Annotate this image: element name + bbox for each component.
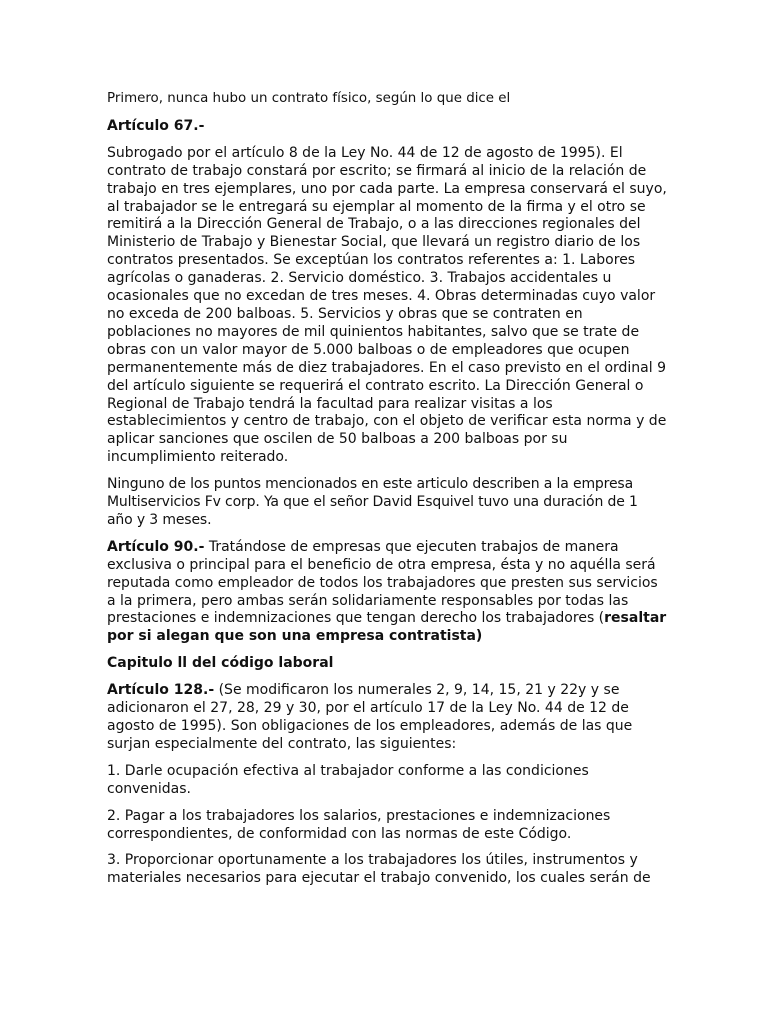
article-67-comment: Ninguno de los puntos mencionados en este articulo describen a la empresa Multiservicios Fv corp. Ya que el señor David Esquivel tuvo una duración de 1 año y 3 meses. <box>107 476 638 528</box>
article-128-item-2: 2. Pagar a los trabajadores los salarios, prestaciones e indemnizaciones correspondientes, de conformidad con las normas de este Código. <box>107 807 611 842</box>
article-90-title: Artículo 90.- <box>107 538 205 555</box>
article-90-body: Tratándose de empresas que ejecuten trabajos de manera exclusiva o principal para el beneficio de otra empresa, ésta y no aquélla será reputada como empleador de todos los trabajadores que presten sus servicios a la primera, pero ambas serán solidariamente responsables por todas las prestaciones e indemnizaciones que tengan derecho los trabajadores ( <box>107 538 658 627</box>
article-90-paragraph <box>107 539 667 646</box>
chapter-heading <box>107 655 667 673</box>
article-128-item-3: 3. Proporcionar oportunamente a los trabajadores los útiles, instrumentos y materiales necesarios para ejecutar el trabajo convenido, los cuales serán de <box>107 852 651 887</box>
article-67-title: Artículo 67.- <box>107 117 205 134</box>
intro-paragraph: Primero, nunca hubo un contrato físico, según lo que dice el <box>107 91 511 106</box>
article-128-paragraph <box>107 682 667 754</box>
article-128-item-1: 1. Darle ocupación efectiva al trabajador conforme a las condiciones convenidas. <box>107 762 589 797</box>
chapter-title: Capitulo ll del código laboral <box>107 655 334 672</box>
article-67-body: Subrogado por el artículo 8 de la Ley No. 44 de 12 de agosto de 1995). El contrato de trabajo constará por escrito; se firmará al inicio de la relación de trabajo en tres ejemplares, uno por cada parte. La empresa conservará el suyo, al trabajador se le entregará su ejemplar al momento de la firma y el otro se remitirá a la Dirección General de Trabajo, o a las direcciones regionales del Ministerio de Trabajo y Bienestar Social, que llevará un registro diario de los contratos presentados. Se exceptúan los contratos referentes a: 1. Labores agrícolas o ganaderas. 2. Servicio doméstico. 3. Trabajos accidentales u ocasionales que no excedan de tres meses. 4. Obras determinadas cuyo valor no exceda de 200 balboas. 5. Servicios y obras que se contraten en poblaciones no mayores de mil quinientos habitantes, salvo que se trate de obras con un valor mayor de 5.000 balboas o de empleadores que ocupen permanentemente más de diez trabajadores. En el caso previsto en el ordinal 9 del artículo siguiente se requerirá el contrato escrito. La Dirección General o Regional de Trabajo tendrá la facultad para realizar visitas a los establecimientos y centro de trabajo, con el objeto de verificar esta norma y de aplicar sanciones que oscilen de 50 balboas a 200 balboas por su incumplimiento reiterado. <box>107 144 667 466</box>
article-90-note: resaltar por si alegan que son una empresa contratista) <box>107 610 667 645</box>
document-page <box>107 90 667 897</box>
article-128-title: Artículo 128.- <box>107 682 215 699</box>
article-67-heading <box>107 118 667 136</box>
article-128-body: (Se modificaron los numerales 2, 9, 14, 15, 21 y 22y y se adicionaron el 27, 28, 29 y 30, por el artículo 17 de la Ley No. 44 de 12 de agosto de 1995). Son obligaciones de los empleadores, además de las que surjan especialmente del contrato, las siguientes: <box>107 682 633 752</box>
